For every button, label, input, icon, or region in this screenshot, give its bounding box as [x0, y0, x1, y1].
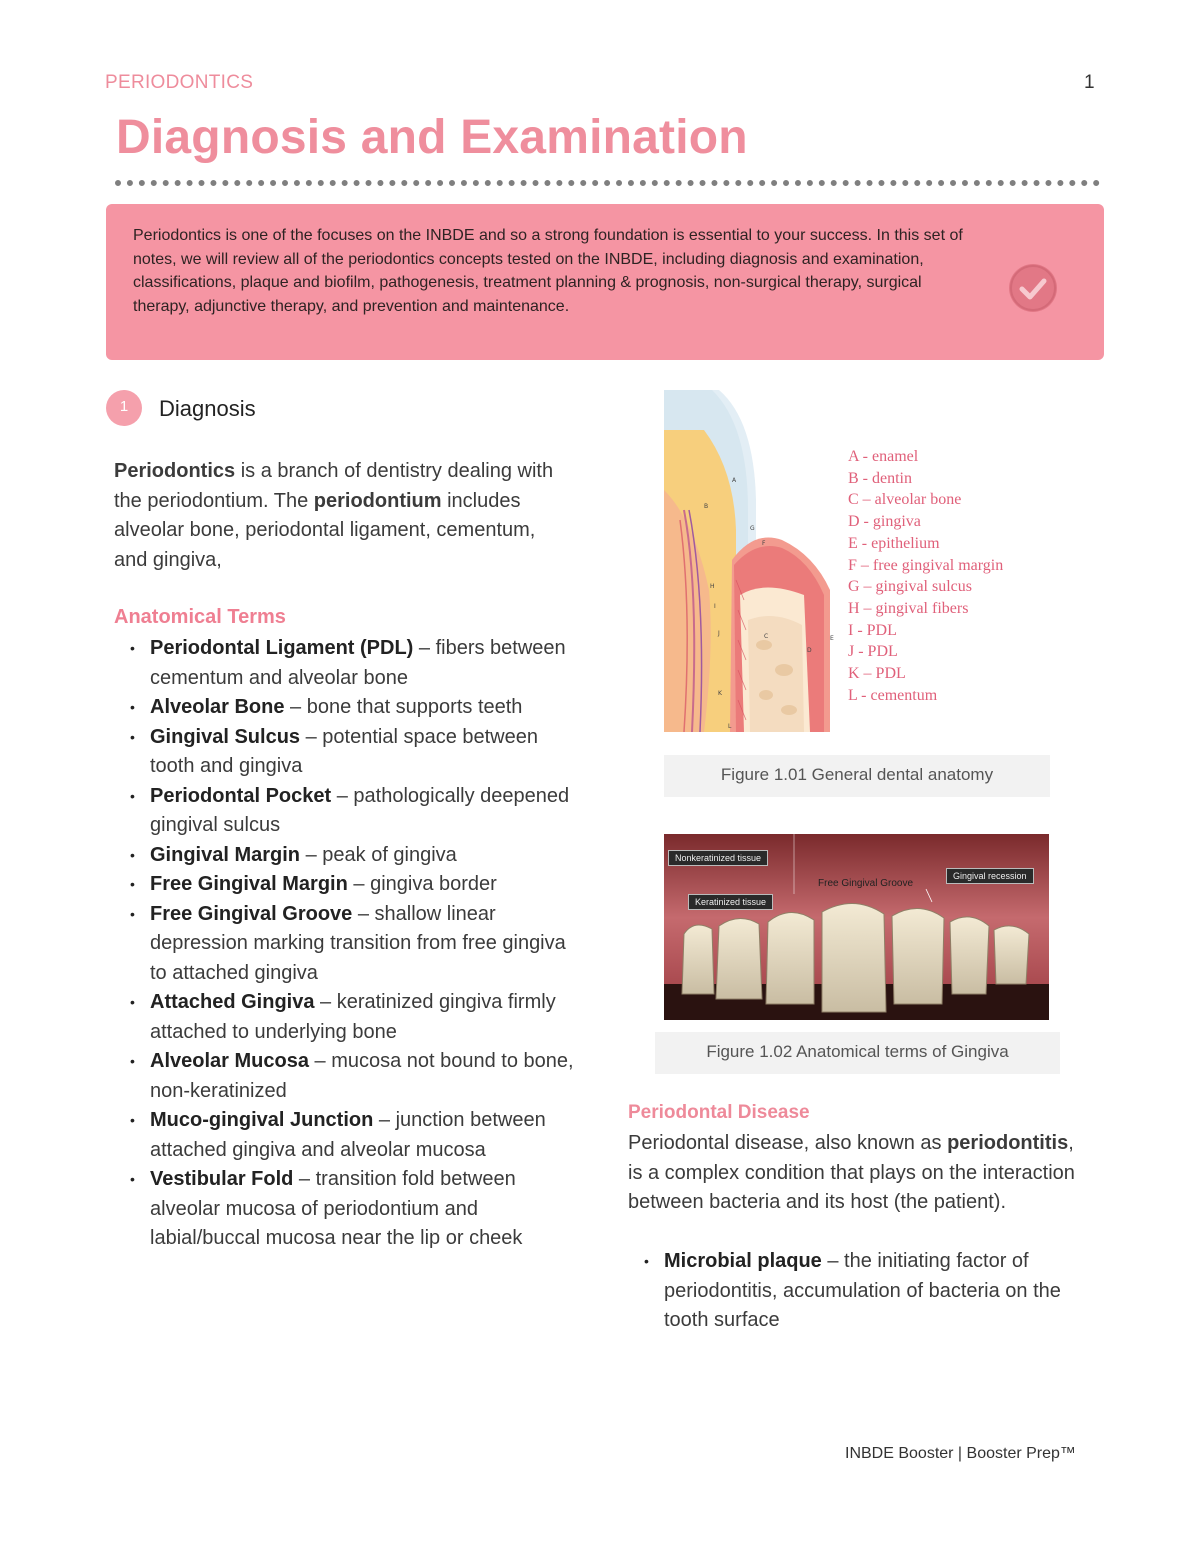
section-label: PERIODONTICS	[105, 72, 254, 93]
definition: – transition fold between alveolar mucosa of periodontium and labial/buccal mucosa near the lip or cheek	[150, 1168, 523, 1249]
list-item	[130, 1165, 580, 1254]
svg-text:D: D	[807, 647, 812, 654]
definition: – the initiating factor of periodontitis, accumulation of bacteria on the tooth surface	[664, 1250, 1061, 1331]
nonkeratinized-label: Nonkeratinized tissue	[668, 850, 768, 866]
term: Periodontal Pocket	[150, 784, 332, 807]
figure-1-caption: Figure 1.01 General dental anatomy	[664, 755, 1050, 797]
term: Vestibular Fold	[150, 1168, 294, 1190]
page-title: Diagnosis and Examination	[116, 111, 748, 164]
free-gingival-groove-label: Free Gingival Groove	[818, 878, 914, 889]
svg-text:E: E	[830, 635, 834, 642]
term: Muco-gingival Junction	[150, 1109, 374, 1131]
svg-text:C: C	[764, 633, 769, 640]
definition: – keratinized gingiva firmly attached to underlying bone	[150, 991, 556, 1043]
term: Alveolar Mucosa	[150, 1050, 309, 1072]
definition: – potential space between tooth and gingiva	[150, 725, 538, 777]
text: includes alveolar bone, periodontal ligament, cementum, and gingiva,	[114, 489, 536, 571]
periodontal-disease-text	[628, 1129, 1088, 1218]
term: Alveolar Bone	[150, 696, 285, 718]
bullet-icon: •	[130, 846, 135, 863]
term: Free Gingival Groove	[150, 902, 353, 925]
dental-anatomy-diagram	[664, 390, 844, 732]
anatomy-legend	[848, 446, 1003, 706]
bullet-icon: •	[130, 728, 135, 745]
section-number-badge: 1	[106, 390, 142, 426]
list-item	[130, 988, 580, 1047]
bullet-icon: •	[130, 787, 135, 804]
term: Periodontal Ligament (PDL)	[150, 637, 414, 659]
list-item	[130, 870, 580, 900]
legend-item: G – gingival sulcus	[848, 578, 972, 596]
bullet-icon: •	[130, 994, 135, 1010]
gingival-recession-label: Gingival recession	[946, 868, 1034, 884]
legend-item: H – gingival fibers	[848, 599, 969, 617]
term: Gingival Margin	[150, 843, 301, 866]
text: is a branch of dentistry dealing with the periodontium. The	[114, 460, 554, 512]
legend-item: B - dentin	[848, 469, 912, 487]
list-item	[130, 900, 580, 989]
intro-callout	[106, 204, 1104, 360]
svg-text:H: H	[710, 583, 715, 590]
term: Attached Gingiva	[150, 991, 315, 1013]
list-item	[130, 1047, 580, 1106]
title-divider	[115, 180, 1100, 186]
legend-item: K – PDL	[848, 665, 906, 683]
definition: – mucosa not bound to bone, non-keratinized	[150, 1050, 574, 1102]
footer-brand: INBDE Booster | Booster Prep™	[845, 1445, 1076, 1462]
term: Microbial plaque	[664, 1250, 822, 1272]
svg-text:K: K	[718, 690, 722, 697]
bullet-icon: •	[130, 699, 135, 715]
svg-text:L: L	[728, 723, 732, 730]
list-item	[130, 782, 580, 841]
checkmark-circle-icon	[1009, 264, 1057, 312]
list-item	[644, 1247, 1084, 1336]
anatomical-terms-list	[130, 634, 580, 1254]
definition: – fibers between cementum and alveolar bone	[150, 637, 566, 689]
text: Periodontal disease, also known as	[628, 1132, 948, 1154]
svg-text:F: F	[762, 540, 766, 547]
page-number: 1	[1084, 72, 1095, 93]
text: , is a complex condition that plays on the interaction between bacteria and its host (the patient).	[628, 1132, 1075, 1213]
bullet-icon: •	[130, 905, 135, 922]
list-item	[130, 693, 580, 723]
term: periodontitis	[947, 1132, 1069, 1154]
definition: – peak of gingiva	[300, 843, 457, 866]
term: Periodontics	[114, 460, 236, 482]
svg-text:I: I	[714, 603, 716, 610]
periodontal-disease-heading: Periodontal Disease	[628, 1102, 810, 1123]
svg-text:J: J	[718, 630, 720, 637]
bullet-icon: •	[130, 1112, 135, 1128]
bullet-icon: •	[130, 876, 135, 892]
bullet-icon: •	[130, 640, 135, 656]
list-item	[130, 634, 580, 693]
legend-item: F – free gingival margin	[848, 556, 1004, 574]
bullet-icon: •	[130, 1053, 135, 1069]
term: periodontium	[313, 489, 442, 512]
intro-text: Periodontics is one of the focuses on the INBDE and so a strong foundation is essential to your success. In this set of notes, we will review all of the periodontics concepts tested on the INBDE, including diagnosis and examination, classifications, plaque and biofilm, pathogenesis, treatment planning & prognosis, non-surgical therapy, surgical therapy, adjunctive therapy, and prevention and maintenance.	[133, 227, 963, 315]
legend-item: J - PDL	[848, 643, 898, 661]
list-item	[130, 1106, 580, 1165]
term: Gingival Sulcus	[150, 725, 301, 748]
legend-item: E - epithelium	[848, 534, 940, 552]
svg-text:A: A	[732, 477, 737, 484]
svg-text:B: B	[704, 503, 709, 510]
periodontics-definition	[114, 457, 574, 575]
term: Free Gingival Margin	[150, 873, 348, 895]
legend-item: A - enamel	[848, 448, 919, 465]
figure-2-caption: Figure 1.02 Anatomical terms of Gingiva	[655, 1032, 1060, 1074]
legend-item: D - gingiva	[848, 513, 921, 531]
list-item	[130, 841, 580, 871]
keratinized-label: Keratinized tissue	[688, 894, 773, 910]
definition: – gingiva border	[347, 873, 497, 895]
legend-item: C – alveolar bone	[848, 491, 962, 509]
definition: – pathologically deepened gingival sulcus	[150, 784, 570, 836]
list-item	[130, 723, 580, 782]
definition: – shallow linear depression marking transition from free gingiva to attached gingiva	[150, 902, 566, 984]
svg-text:G: G	[750, 525, 755, 532]
gingiva-photo	[664, 834, 1049, 1020]
bullet-icon: •	[644, 1253, 649, 1269]
definition: – junction between attached gingiva and alveolar mucosa	[150, 1109, 546, 1161]
legend-item: L - cementum	[848, 686, 938, 704]
bullet-icon: •	[130, 1171, 135, 1187]
periodontal-disease-list	[644, 1247, 1084, 1336]
anatomical-terms-heading: Anatomical Terms	[114, 606, 286, 628]
section-heading: Diagnosis	[159, 396, 256, 421]
definition: – bone that supports teeth	[284, 696, 523, 718]
legend-item: I - PDL	[848, 621, 897, 639]
